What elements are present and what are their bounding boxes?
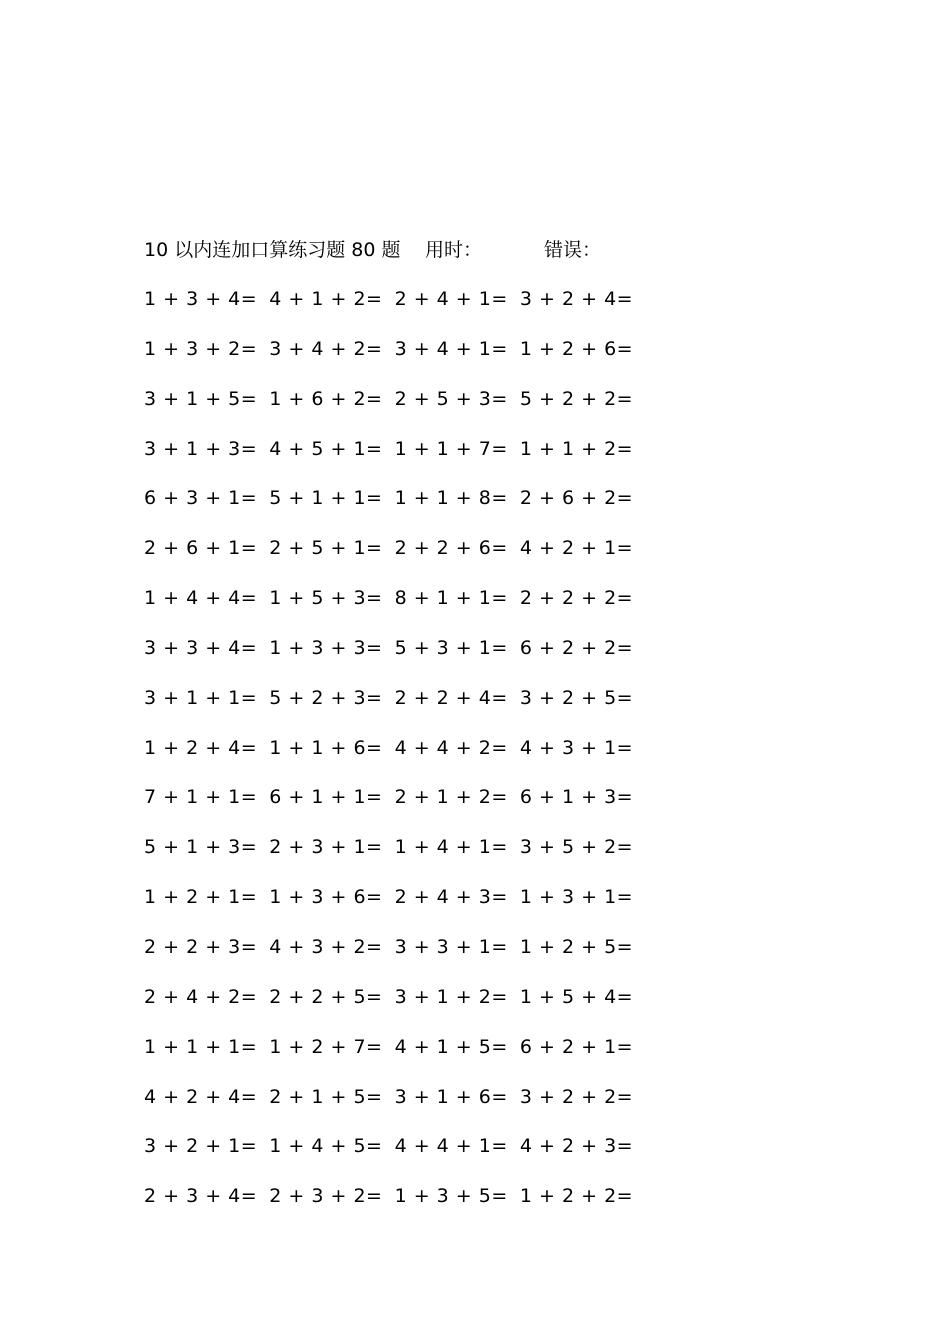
problem-item: 4 + 5 + 1= [269, 437, 383, 460]
problem-item: 4 + 2 + 4= [144, 1085, 258, 1108]
problem-row [144, 634, 664, 684]
problem-row [144, 684, 664, 734]
problem-item: 3 + 1 + 1= [144, 686, 258, 709]
problem-item: 6 + 3 + 1= [144, 487, 258, 510]
problem-item: 1 + 2 + 1= [144, 886, 258, 909]
problem-item: 1 + 2 + 6= [519, 337, 634, 360]
problem-item: 2 + 4 + 3= [394, 886, 508, 909]
problem-item: 1 + 1 + 1= [144, 1035, 258, 1058]
problem-item: 8 + 1 + 1= [394, 587, 508, 610]
problem-item: 4 + 3 + 1= [519, 736, 634, 759]
problem-item: 2 + 2 + 5= [269, 985, 383, 1008]
problem-item: 1 + 3 + 1= [519, 886, 634, 909]
problem-item: 1 + 2 + 5= [519, 935, 634, 958]
problem-item: 4 + 3 + 2= [269, 935, 383, 958]
problem-row [144, 584, 664, 634]
problem-row [144, 983, 664, 1033]
problem-item: 2 + 5 + 1= [269, 537, 383, 560]
problem-item: 2 + 3 + 1= [269, 836, 383, 859]
problem-item: 6 + 2 + 2= [519, 636, 634, 659]
problem-item: 5 + 3 + 1= [394, 636, 508, 659]
problem-row [144, 1033, 664, 1083]
problem-row [144, 783, 664, 833]
problem-item: 3 + 2 + 2= [519, 1085, 634, 1108]
problem-item: 4 + 2 + 1= [519, 537, 634, 560]
problem-item: 5 + 1 + 3= [144, 836, 258, 859]
problem-item: 2 + 3 + 2= [269, 1185, 383, 1208]
problem-item: 3 + 4 + 2= [269, 337, 383, 360]
problem-item: 3 + 1 + 5= [144, 387, 258, 410]
problem-item: 3 + 1 + 6= [394, 1085, 508, 1108]
problem-item: 1 + 6 + 2= [269, 387, 383, 410]
problem-item: 3 + 5 + 2= [519, 836, 634, 859]
problem-item: 2 + 2 + 4= [394, 686, 508, 709]
problem-item: 4 + 1 + 2= [269, 288, 383, 310]
problem-item: 5 + 2 + 2= [519, 387, 634, 410]
problem-item: 2 + 2 + 3= [144, 935, 258, 958]
problem-item: 1 + 2 + 7= [269, 1035, 383, 1058]
problem-row [144, 883, 664, 933]
problem-row [144, 933, 664, 983]
problem-row [144, 1083, 664, 1133]
problem-item: 2 + 4 + 2= [144, 985, 258, 1008]
problem-item: 2 + 1 + 2= [394, 786, 508, 809]
problem-item: 1 + 4 + 4= [144, 587, 258, 610]
problem-item: 2 + 1 + 5= [269, 1085, 383, 1108]
problem-item: 4 + 4 + 2= [394, 736, 508, 759]
problem-item: 1 + 4 + 1= [394, 836, 508, 859]
problem-row [144, 534, 664, 584]
problem-item: 3 + 2 + 1= [144, 1135, 258, 1158]
problem-item: 6 + 1 + 1= [269, 786, 383, 809]
problem-item: 1 + 2 + 4= [144, 736, 258, 759]
problem-item: 1 + 3 + 2= [144, 337, 258, 360]
problem-item: 1 + 1 + 8= [394, 487, 508, 510]
problem-item: 1 + 3 + 3= [269, 636, 383, 659]
problem-item: 3 + 3 + 4= [144, 636, 258, 659]
errors-label: 错误： [544, 239, 602, 261]
problem-item: 1 + 3 + 5= [394, 1185, 508, 1208]
time-used-label: 用时： [425, 239, 483, 261]
problem-item: 6 + 2 + 1= [519, 1035, 634, 1058]
problem-row [144, 1132, 664, 1182]
problem-item: 3 + 1 + 2= [394, 985, 508, 1008]
problem-item: 4 + 2 + 3= [519, 1135, 634, 1158]
problem-item: 5 + 1 + 1= [269, 487, 383, 510]
problem-row [144, 1182, 664, 1232]
problem-row [144, 335, 664, 385]
problem-item: 6 + 1 + 3= [519, 786, 634, 809]
worksheet-header [144, 236, 844, 264]
problem-item: 1 + 2 + 2= [519, 1185, 634, 1208]
problem-item: 1 + 4 + 5= [269, 1135, 383, 1158]
problem-item: 1 + 3 + 4= [144, 288, 258, 310]
problem-item: 7 + 1 + 1= [144, 786, 258, 809]
problem-row [144, 833, 664, 883]
problem-item: 1 + 1 + 7= [394, 437, 508, 460]
problem-item: 2 + 3 + 4= [144, 1185, 258, 1208]
problem-item: 4 + 4 + 1= [394, 1135, 508, 1158]
problem-item: 1 + 1 + 6= [269, 736, 383, 759]
worksheet-title: 10 以内连加口算练习题 80 题 [144, 239, 401, 261]
problem-row [144, 285, 664, 335]
problem-row [144, 385, 664, 435]
problem-item: 2 + 6 + 2= [519, 487, 634, 510]
problem-item: 1 + 5 + 4= [519, 985, 634, 1008]
problem-item: 1 + 5 + 3= [269, 587, 383, 610]
problem-row [144, 734, 664, 784]
problem-item: 3 + 4 + 1= [394, 337, 508, 360]
problem-item: 2 + 2 + 6= [394, 537, 508, 560]
problem-grid [144, 285, 664, 1232]
problem-row [144, 435, 664, 485]
problem-item: 2 + 4 + 1= [394, 288, 508, 310]
problem-item: 2 + 5 + 3= [394, 387, 508, 410]
problem-item: 3 + 2 + 5= [519, 686, 634, 709]
problem-item: 2 + 2 + 2= [519, 587, 634, 610]
problem-item: 1 + 1 + 2= [519, 437, 634, 460]
problem-item: 4 + 1 + 5= [394, 1035, 508, 1058]
problem-item: 3 + 2 + 4= [519, 288, 634, 310]
problem-row [144, 484, 664, 534]
problem-item: 2 + 6 + 1= [144, 537, 258, 560]
problem-item: 3 + 3 + 1= [394, 935, 508, 958]
problem-item: 1 + 3 + 6= [269, 886, 383, 909]
problem-item: 3 + 1 + 3= [144, 437, 258, 460]
problem-item: 5 + 2 + 3= [269, 686, 383, 709]
